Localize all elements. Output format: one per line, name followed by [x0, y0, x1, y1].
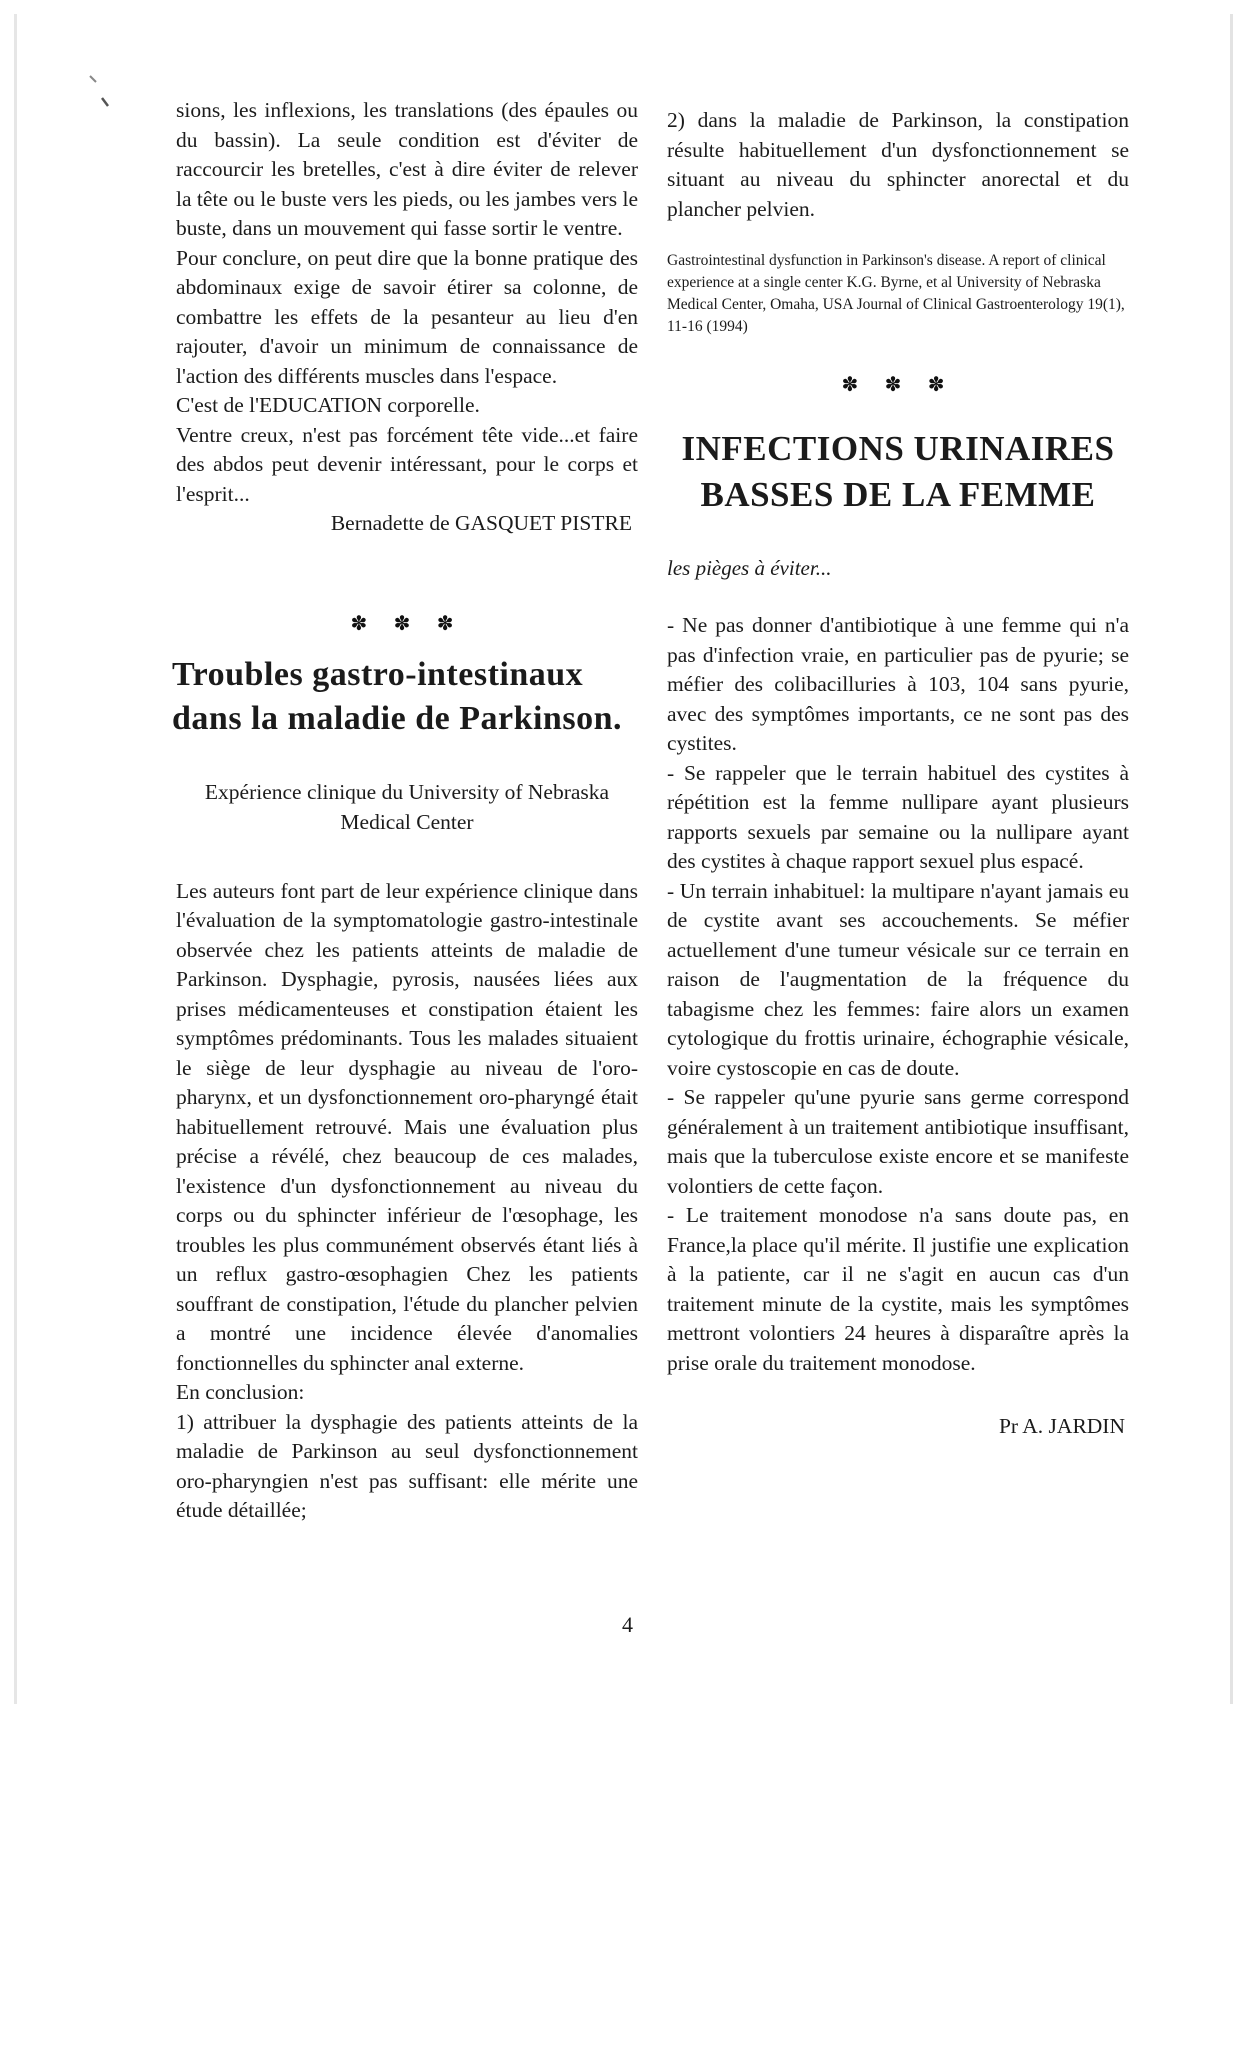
- advice-list: [667, 611, 1129, 1378]
- advice-item: - Un terrain inhabituel: la multipare n'ayant jamais eu de cystite avant ses accouchements. Se méfier actuellement d'une tumeur vésicale sur ce terrain en raison de l'augmentation de la fréquence du tabagisme chez les femmes: faire alors un examen cytologique du frottis urinaire, échographie vésicale, voire cystoscopie en cas de doute.: [667, 878, 1129, 1080]
- advice-item: - Se rappeler que le terrain habituel des cystites à répétition est la femme nullipare ayant plusieurs rapports sexuels par semaine ou la nullipare ayant des cystites à chaque rapport sexuel plus espacé.: [667, 760, 1129, 873]
- advice-item: - Se rappeler qu'une pyurie sans germe correspond généralement à un traitement antibiotique insuffisant, mais que la tuberculose existe encore et se manifeste volontiers de cette façon.: [667, 1085, 1129, 1198]
- scan-speck-icon: [88, 74, 114, 114]
- left-column: [172, 96, 638, 1526]
- conclusion-heading: En conclusion:: [176, 1380, 305, 1404]
- article-title-infections: [667, 426, 1129, 518]
- conclusion-point-1: 1) attribuer la dysphagie des patients atteints de la maladie de Parkinson au seul dysfonctionnement oro-pharyngien n'est pas suffisant: elle mérite une étude détaillée;: [176, 1409, 638, 1522]
- conclusion-point-2: 2) dans la maladie de Parkinson, la constipation résulte habituellement d'un dysfonctionnement se situant au niveau du sphincter anorectal et du plancher pelvien.: [667, 108, 1129, 221]
- right-column: [667, 106, 1129, 1439]
- article-subtitle-parkinson: Expérience clinique du University of Nebraska Medical Center: [204, 779, 610, 834]
- advice-item: - Le traitement monodose n'a sans doute pas, en France,la place qu'il mérite. Il justifie une explication à la patiente, car il ne s'agit en aucun cas d'un traitement minute de la cystite, mais les symptômes mettront volontiers 24 heures à disparaître après la prise orale du traitement monodose.: [667, 1203, 1129, 1375]
- article-title-line-1: INFECTIONS URINAIRES: [681, 429, 1115, 468]
- journal-reference: Gastrointestinal dysfunction in Parkinson's disease. A report of clinical experience at a single center K.G. Byrne, et al University of Nebraska Medical Center, Omaha, USA Journal of Clinical Gastroenterology 19(1), 11-16 (1994): [667, 252, 1125, 335]
- intro-paragraph-1: sions, les inflexions, les translations (des épaules ou du bassin). La seule condition est d'éviter de raccourcir les bretelles, c'est à dire éviter de relever la tête ou le buste vers les pieds, ou les jambes vers le buste, dans un mouvement qui fasse sortir le ventre.: [176, 98, 638, 240]
- article-title-parkinson: Troubles gastro-intestinaux dans la maladie de Parkinson.: [172, 655, 622, 737]
- article-title-line-2: BASSES DE LA FEMME: [700, 475, 1096, 514]
- intro-paragraph-3: C'est de l'EDUCATION corporelle.: [176, 393, 480, 417]
- separator-ornament: ✽ ✽ ✽: [350, 610, 464, 635]
- page-number: 4: [622, 1612, 633, 1637]
- intro-paragraph-4: Ventre creux, n'est pas forcément tête vide...et faire des abdos peut devenir intéressant, pour le corps et l'esprit...: [176, 422, 638, 506]
- article-tagline: les pièges à éviter...: [667, 556, 832, 580]
- article-body-parkinson: Les auteurs font part de leur expérience clinique dans l'évaluation de la symptomatologie gastro-intestinale observée chez les patients atteints de maladie de Parkinson. Dysphagie, pyrosis, nausées liées aux prises médicamenteuses et constipation étaient les symptômes prédominants. Tous les malades situaient le siège de leur dysphagie au niveau de l'oro-pharynx, et un dysfonctionnement oro-pharyngé était habituellement retrouvé. Mais une évaluation plus précise a révélé, chez beaucoup de ces malades, l'existence d'un dysfonctionnement au niveau du corps ou du sphincter inférieur de l'œsophage, les troubles les plus communément observés étant liés à un reflux gastro-œsophagien Chez les patients souffrant de constipation, l'étude du plancher pelvien a montré une incidence élevée d'anomalies fonctionnelles du sphincter anal externe.: [176, 878, 638, 1375]
- intro-signature: Bernadette de GASQUET PISTRE: [330, 511, 632, 535]
- advice-item: - Ne pas donner d'antibiotique à une femme qui n'a pas d'infection vraie, en particulier pas de pyurie; se méfier des colibacilluries à 103, 104 sans pyurie, avec des symptômes importants, ce ne sont pas des cystites.: [667, 613, 1129, 755]
- separator-ornament-right: ✽ ✽ ✽: [841, 372, 955, 396]
- intro-paragraph-2: Pour conclure, on peut dire que la bonne pratique des abdominaux exige de savoir étirer sa colonne, de combattre les effets de la pesanteur au lieu d'en rajouter, d'avoir un minimum de connaissance de l'action des différents muscles dans l'espace.: [176, 245, 638, 388]
- article-signature: Pr A. JARDIN: [998, 1414, 1125, 1438]
